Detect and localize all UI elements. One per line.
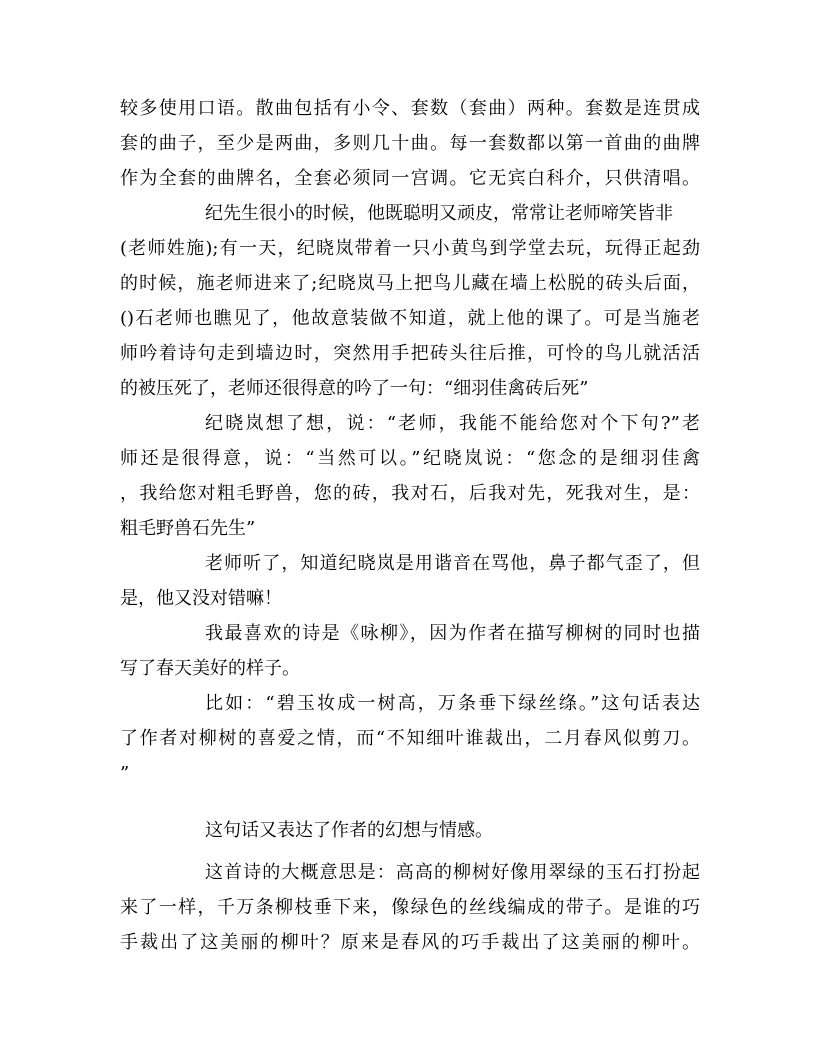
text-line: (老师姓施);有一天，纪晓岚带着一只小黄鸟到学堂去玩，玩得正起劲 [120, 238, 700, 259]
text-line: 来了一样，千万条柳枝垂下来，像绿色的丝线编成的带子。是谁的巧 [120, 897, 700, 918]
text-line: ，我给您对粗毛野兽，您的砖，我对石，后我对先，死我对生，是： [120, 483, 700, 504]
paragraph-first-line: 这首诗的大概意思是：高高的柳树好像用翠绿的玉石打扮起 [205, 862, 700, 883]
text-line: 粗毛野兽石先生” [120, 518, 256, 539]
text-line: 的被压死了，老师还很得意的吟了一句：“细羽佳禽砖后死” [120, 378, 589, 399]
text-line: 较多使用口语。散曲包括有小令、套数（套曲）两种。套数是连贯成 [120, 98, 700, 119]
text-line: 师还是很得意，说：“当然可以。”纪晓岚说：“您念的是细羽佳禽 [120, 448, 700, 469]
paragraph-first-line: 这句话又表达了作者的幻想与情感。 [205, 820, 493, 841]
text-line: 的时候，施老师进来了;纪晓岚马上把鸟儿藏在墙上松脱的砖头后面， [120, 273, 700, 294]
text-line: 师吟着诗句走到墙边时，突然用手把砖头往后推，可怜的鸟儿就活活 [120, 343, 700, 364]
text-line: 手裁出了这美丽的柳叶？原来是春风的巧手裁出了这美丽的柳叶。 [120, 932, 700, 953]
text-line: 套的曲子，至少是两曲，多则几十曲。每一套数都以第一首曲的曲牌 [120, 133, 700, 154]
text-line: 作为全套的曲牌名，全套必须同一宫调。它无宾白科介，只供清唱。 [120, 168, 700, 189]
text-line: 了作者对柳树的喜爱之情，而“不知细叶谁裁出，二月春风似剪刀。 [120, 728, 700, 749]
paragraph-first-line: 纪先生很小的时候，他既聪明又顽皮，常常让老师啼笑皆非 [205, 203, 673, 224]
paragraph-first-line: 比如：“碧玉妆成一树高，万条垂下绿丝绦。”这句话表达 [205, 693, 700, 714]
text-line: 是，他又没对错嘛！ [120, 588, 282, 609]
paragraph-first-line: 我最喜欢的诗是《咏柳》，因为作者在描写柳树的同时也描 [205, 623, 700, 644]
text-line: ()石老师也瞧见了，他故意装做不知道，就上他的课了。可是当施老 [120, 308, 700, 329]
text-line: 写了春天美好的样子。 [120, 658, 300, 679]
paragraph-first-line: 老师听了，知道纪晓岚是用谐音在骂他，鼻子都气歪了，但 [205, 553, 700, 574]
text-line: ” [120, 763, 130, 784]
paragraph-first-line: 纪晓岚想了想，说：“老师，我能不能给您对个下句?”老 [205, 413, 700, 434]
